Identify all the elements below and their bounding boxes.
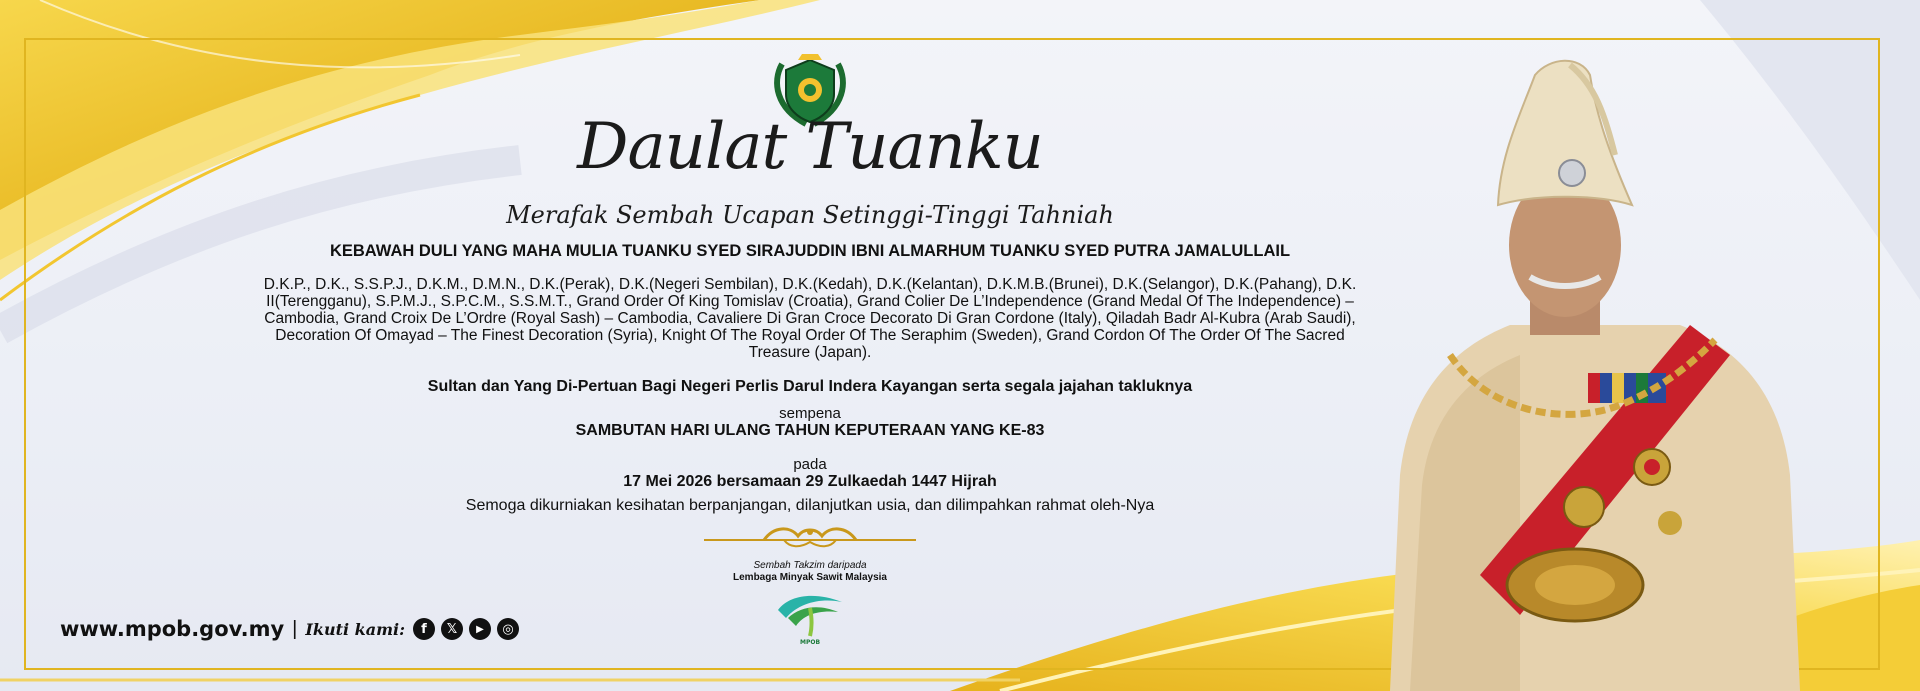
subtitle: Merafak Sembah Ucapan Setinggi-Tinggi Tahniah bbox=[506, 201, 1114, 229]
occasion-title: SAMBUTAN HARI ULANG TAHUN KEPUTERAAN YANG KE-83 bbox=[575, 422, 1045, 439]
instagram-icon[interactable]: ◎ bbox=[497, 618, 519, 640]
footer bbox=[60, 614, 525, 644]
takzim-label: Sembah Takzim daripada bbox=[753, 560, 867, 571]
sempena-label: sempena bbox=[779, 405, 841, 422]
page-title: Daulat Tuanku bbox=[577, 110, 1043, 184]
follow-label: Ikuti kami: bbox=[305, 619, 405, 639]
organisation-name: Lembaga Minyak Sawit Malaysia bbox=[733, 572, 887, 583]
website-link[interactable]: www.mpob.gov.my bbox=[60, 617, 285, 641]
separator: | bbox=[292, 617, 298, 640]
sultan-title: Sultan dan Yang Di-Pertuan Bagi Negeri Perlis Darul Indera Kayangan serta segala jajahan takluknya bbox=[427, 378, 1193, 395]
royal-name: KEBAWAH DULI YANG MAHA MULIA TUANKU SYED SIRAJUDDIN IBNI ALMARHUM TUANKU SYED PUTRA JAMALULLAIL bbox=[329, 242, 1291, 260]
facebook-icon[interactable]: f bbox=[413, 618, 435, 640]
wishes-text: Semoga dikurniakan kesihatan berpanjangan, dilanjutkan usia, dan dilimpahkan rahmat oleh-Nya bbox=[465, 497, 1155, 514]
pada-label: pada bbox=[793, 456, 827, 473]
honours-list: D.K.P., D.K., S.S.P.J., D.K.M., D.M.N., D.K.(Perak), D.K.(Negeri Sembilan), D.K.(Kedah), D.K.(Kelantan), D.K.M.B.(Brunei), D.K.(Selangor), D.K.(Pahang), D.K. II(Terengganu), S.P.M.J., S.P.C.M., S.S.M.T., Grand Order Of King Tomislav (Croatia), Grand Colier De L’Independence (Grand Medal Of The Independence) – Cambodia, Grand Croix De L’Ordre (Royal Sash) – Cambodia, Cavaliere Di Gran Croce Decorato Di Gran Cordone (Italy), Qiladah Badr Al-Kubra (Arab Saudi), Decoration Of Omayad – The Finest Decoration (Syria), Knight Of The Royal Order Of The Seraphim (Sweden), Grand Cordon Of The Order Of The Sacred Treasure (Japan). bbox=[263, 276, 1357, 361]
youtube-icon[interactable]: ▶ bbox=[469, 618, 491, 640]
gold-flourish-divider bbox=[704, 522, 916, 552]
event-date: 17 Mei 2026 bersamaan 29 Zulkaedah 1447 Hijrah bbox=[623, 473, 997, 490]
sultan-portrait bbox=[1370, 55, 1820, 691]
svg-text:MPOB: MPOB bbox=[799, 639, 821, 646]
x-icon[interactable]: 𝕏 bbox=[441, 618, 463, 640]
mpob-logo-icon bbox=[772, 588, 848, 646]
